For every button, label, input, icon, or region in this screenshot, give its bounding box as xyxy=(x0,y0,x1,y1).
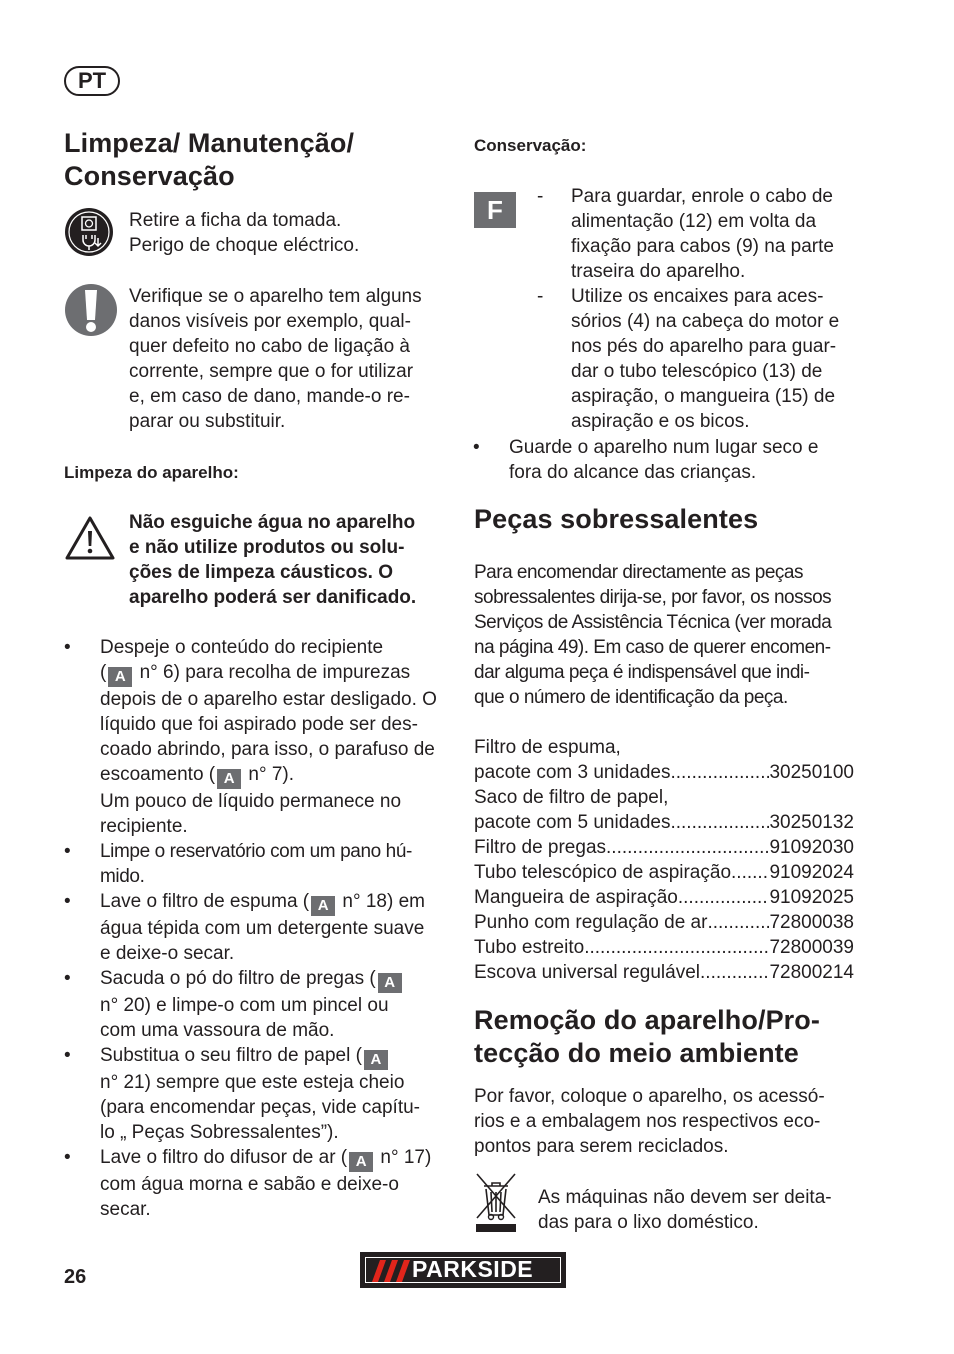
text-line xyxy=(100,889,452,916)
page-number: 26 xyxy=(64,1266,87,1288)
text-fragment: Sacuda o pó do filtro de pregas ( xyxy=(100,968,376,989)
part-name-prefix: Filtro de espuma, xyxy=(474,737,621,758)
list-item xyxy=(537,284,861,434)
text-fragment: n° 6) para recolha de impurezas xyxy=(134,662,411,683)
part-row xyxy=(474,960,854,985)
part-row xyxy=(474,910,854,935)
part-name: Escova universal regulável xyxy=(474,962,701,983)
damage-check-notice xyxy=(129,284,422,434)
text-fragment: n° 17) xyxy=(375,1147,432,1168)
list-item xyxy=(64,635,452,839)
text-line xyxy=(100,1043,452,1070)
part-code: 72800214 xyxy=(769,962,854,983)
list-item xyxy=(473,435,859,485)
part-row xyxy=(474,810,854,835)
part-code: 30250132 xyxy=(769,812,854,833)
text-line: sórios (4) na cabeça do motor e xyxy=(571,311,840,332)
text-line: e, em caso de dano, mande-o re- xyxy=(129,386,410,407)
part-code: 91092024 xyxy=(769,862,854,883)
figure-a-icon: A xyxy=(217,769,241,789)
dot-leader xyxy=(584,935,769,960)
dot-leader xyxy=(670,760,769,785)
title-line: tecção do meio ambiente xyxy=(474,1038,799,1068)
text-line: Limpe o reservatório com um pano hú- xyxy=(100,841,412,862)
text-line: Perigo de choque eléctrico. xyxy=(129,235,360,256)
cleaning-warning xyxy=(129,510,416,610)
text-line: rios e a embalagem nos respectivos eco- xyxy=(474,1111,821,1132)
text-line: com água morna e sabão e deixe-o xyxy=(100,1174,399,1195)
text-line: dar alguma peça é indispensável que indi- xyxy=(474,662,810,683)
dot-leader xyxy=(606,835,769,860)
text-line: corrente, sempre que o for utilizar xyxy=(129,361,414,382)
part-name: Tubo telescópico de aspiração xyxy=(474,862,732,883)
bullet: • xyxy=(473,437,480,458)
dot-leader xyxy=(731,860,769,885)
part-name: Mangueira de aspiração xyxy=(474,887,678,908)
figure-a-icon: A xyxy=(108,667,132,687)
text-line: Retire a ficha da tomada. xyxy=(129,210,342,231)
text-line: Utilize os encaixes para aces- xyxy=(571,286,824,307)
bullet: • xyxy=(64,1045,71,1066)
bullet: • xyxy=(64,1147,71,1168)
cleaning-subheading: Limpeza do aparelho: xyxy=(64,463,239,482)
text-line: n° 20) e limpe-o com um pincel ou xyxy=(100,995,389,1016)
disposal-title xyxy=(474,1004,820,1070)
text-fragment: Lave o filtro do difusor de ar ( xyxy=(100,1147,348,1168)
figure-a-icon: A xyxy=(349,1152,373,1172)
part-name-prefix: Saco de filtro de papel, xyxy=(474,787,669,808)
part-row xyxy=(474,835,854,860)
text-line: parar ou substituir. xyxy=(129,411,286,432)
bin-notice xyxy=(538,1185,832,1235)
text-line: Despeje o conteúdo do recipiente xyxy=(100,637,384,658)
text-line xyxy=(100,762,452,789)
text-line: Para guardar, enrole o cabo de xyxy=(571,186,833,207)
dash-marker: - xyxy=(537,286,544,307)
text-line: que o número de identificação da peça. xyxy=(474,687,788,708)
dot-leader xyxy=(707,910,769,935)
part-code: 91092025 xyxy=(769,887,854,908)
text-line: e não utilize produtos ou solu- xyxy=(129,537,405,558)
text-line: Por favor, coloque o aparelho, os acessó- xyxy=(474,1086,825,1107)
part-code: 91092030 xyxy=(769,837,854,858)
text-line: Não esguiche água no aparelho xyxy=(129,512,416,533)
part-name: Tubo estreito xyxy=(474,937,585,958)
bullet: • xyxy=(64,968,71,989)
store-bullet xyxy=(473,435,859,485)
part-row xyxy=(474,860,854,885)
text-line: aspiração e os bicos. xyxy=(571,411,750,432)
unplug-icon xyxy=(64,207,114,257)
figure-a-icon: A xyxy=(311,896,335,916)
title-line: Limpeza/ Manutenção/ xyxy=(64,128,355,158)
text-line: das para o lixo doméstico. xyxy=(538,1212,759,1233)
crossed-out-bin-icon xyxy=(474,1172,518,1234)
text-line xyxy=(100,966,452,993)
list-item xyxy=(537,184,861,284)
text-line xyxy=(100,1145,452,1172)
text-line: recipiente. xyxy=(100,816,188,837)
text-line: Um pouco de líquido permanece no xyxy=(100,791,402,812)
list-item xyxy=(64,839,452,889)
text-line: secar. xyxy=(100,1199,151,1220)
exclamation-icon xyxy=(64,283,118,337)
language-badge: PT xyxy=(64,66,120,96)
part-code: 72800039 xyxy=(769,937,854,958)
text-line: traseira do aparelho. xyxy=(571,261,746,282)
text-fragment: ( xyxy=(100,662,107,683)
text-line: água tépida com um detergente suave xyxy=(100,918,425,939)
text-line: n° 21) sempre que este esteja cheio xyxy=(100,1072,405,1093)
text-line: Verifique se o aparelho tem alguns xyxy=(129,286,422,307)
storage-steps xyxy=(537,184,861,434)
text-fragment: n° 7). xyxy=(243,764,295,785)
part-name: Punho com regulação de ar xyxy=(474,912,708,933)
text-line: e deixe-o secar. xyxy=(100,943,235,964)
unplug-notice xyxy=(129,208,359,258)
text-line: Para encomendar directamente as peças xyxy=(474,562,803,583)
text-line: sobressalentes dirija-se, por favor, os nossos xyxy=(474,587,832,608)
brand-name: PARKSIDE xyxy=(412,1256,534,1282)
title-line: Conservação xyxy=(64,161,235,191)
text-line: mido. xyxy=(100,866,145,887)
text-fragment: escoamento ( xyxy=(100,764,216,785)
part-name: pacote com 5 unidades xyxy=(474,812,671,833)
conservation-subheading: Conservação: xyxy=(474,136,587,155)
bullet: • xyxy=(64,891,71,912)
text-line: Guarde o aparelho num lugar seco e xyxy=(509,437,819,458)
list-item xyxy=(64,1145,452,1222)
figure-a-icon: A xyxy=(378,973,402,993)
part-row xyxy=(474,935,854,960)
logo-stripes-icon xyxy=(372,1260,412,1282)
cleaning-steps-list xyxy=(64,635,452,1222)
spare-parts-list xyxy=(474,735,854,985)
text-line: na página 49). Em caso de querer encomen- xyxy=(474,637,831,658)
text-line xyxy=(100,660,452,687)
text-line: As máquinas não devem ser deita- xyxy=(538,1187,832,1208)
bullet: • xyxy=(64,841,71,862)
text-line: Serviços de Assistência Técnica (ver morada xyxy=(474,612,832,633)
text-line: depois de o aparelho estar desligado. O xyxy=(100,689,437,710)
dot-leader xyxy=(678,885,770,910)
list-item xyxy=(64,889,452,966)
parkside-logo xyxy=(360,1252,566,1288)
text-line: fixação para cabos (9) na parte xyxy=(571,236,834,257)
part-row xyxy=(474,760,854,785)
warning-triangle-icon xyxy=(64,514,116,562)
text-line: aspiração, o mangueira (15) de xyxy=(571,386,836,407)
dash-marker: - xyxy=(537,186,544,207)
text-line: líquido que foi aspirado pode ser des- xyxy=(100,714,418,735)
text-line: lo „ Peças Sobressalentes”). xyxy=(100,1122,339,1143)
dot-leader xyxy=(670,810,769,835)
text-fragment: Substitua o seu filtro de papel ( xyxy=(100,1045,362,1066)
text-line: quer defeito no cabo de ligação à xyxy=(129,336,410,357)
part-code: 30250100 xyxy=(769,762,854,783)
text-fragment: n° 18) em xyxy=(337,891,425,912)
text-line: coado abrindo, para isso, o parafuso de xyxy=(100,739,435,760)
part-name: Filtro de pregas xyxy=(474,837,607,858)
disposal-text xyxy=(474,1084,825,1159)
figure-f-icon: F xyxy=(474,192,516,228)
spare-parts-title: Peças sobressalentes xyxy=(474,504,759,534)
bullet: • xyxy=(64,637,71,658)
part-code: 72800038 xyxy=(769,912,854,933)
text-line: aparelho poderá ser danificado. xyxy=(129,587,417,608)
text-line: alimentação (12) em volta da xyxy=(571,211,817,232)
dot-leader xyxy=(700,960,769,985)
title-line: Remoção do aparelho/Pro- xyxy=(474,1005,820,1035)
text-line: com uma vassoura de mão. xyxy=(100,1020,335,1041)
section-title-cleaning xyxy=(64,127,354,193)
text-line: dar o tubo telescópico (13) de xyxy=(571,361,823,382)
figure-a-icon: A xyxy=(364,1050,388,1070)
text-fragment: Lave o filtro de espuma ( xyxy=(100,891,310,912)
text-line: (para encomendar peças, vide capítu- xyxy=(100,1097,421,1118)
text-line: pontos para serem reciclados. xyxy=(474,1136,729,1157)
text-line: fora do alcance das crianças. xyxy=(509,462,757,483)
part-name: pacote com 3 unidades xyxy=(474,762,671,783)
list-item xyxy=(64,1043,452,1145)
text-line: danos visíveis por exemplo, qual- xyxy=(129,311,411,332)
spare-parts-intro xyxy=(474,560,831,710)
text-line: nos pés do aparelho para guar- xyxy=(571,336,837,357)
list-item xyxy=(64,966,452,1043)
text-line: ções de limpeza cáusticos. O xyxy=(129,562,393,583)
part-row xyxy=(474,885,854,910)
